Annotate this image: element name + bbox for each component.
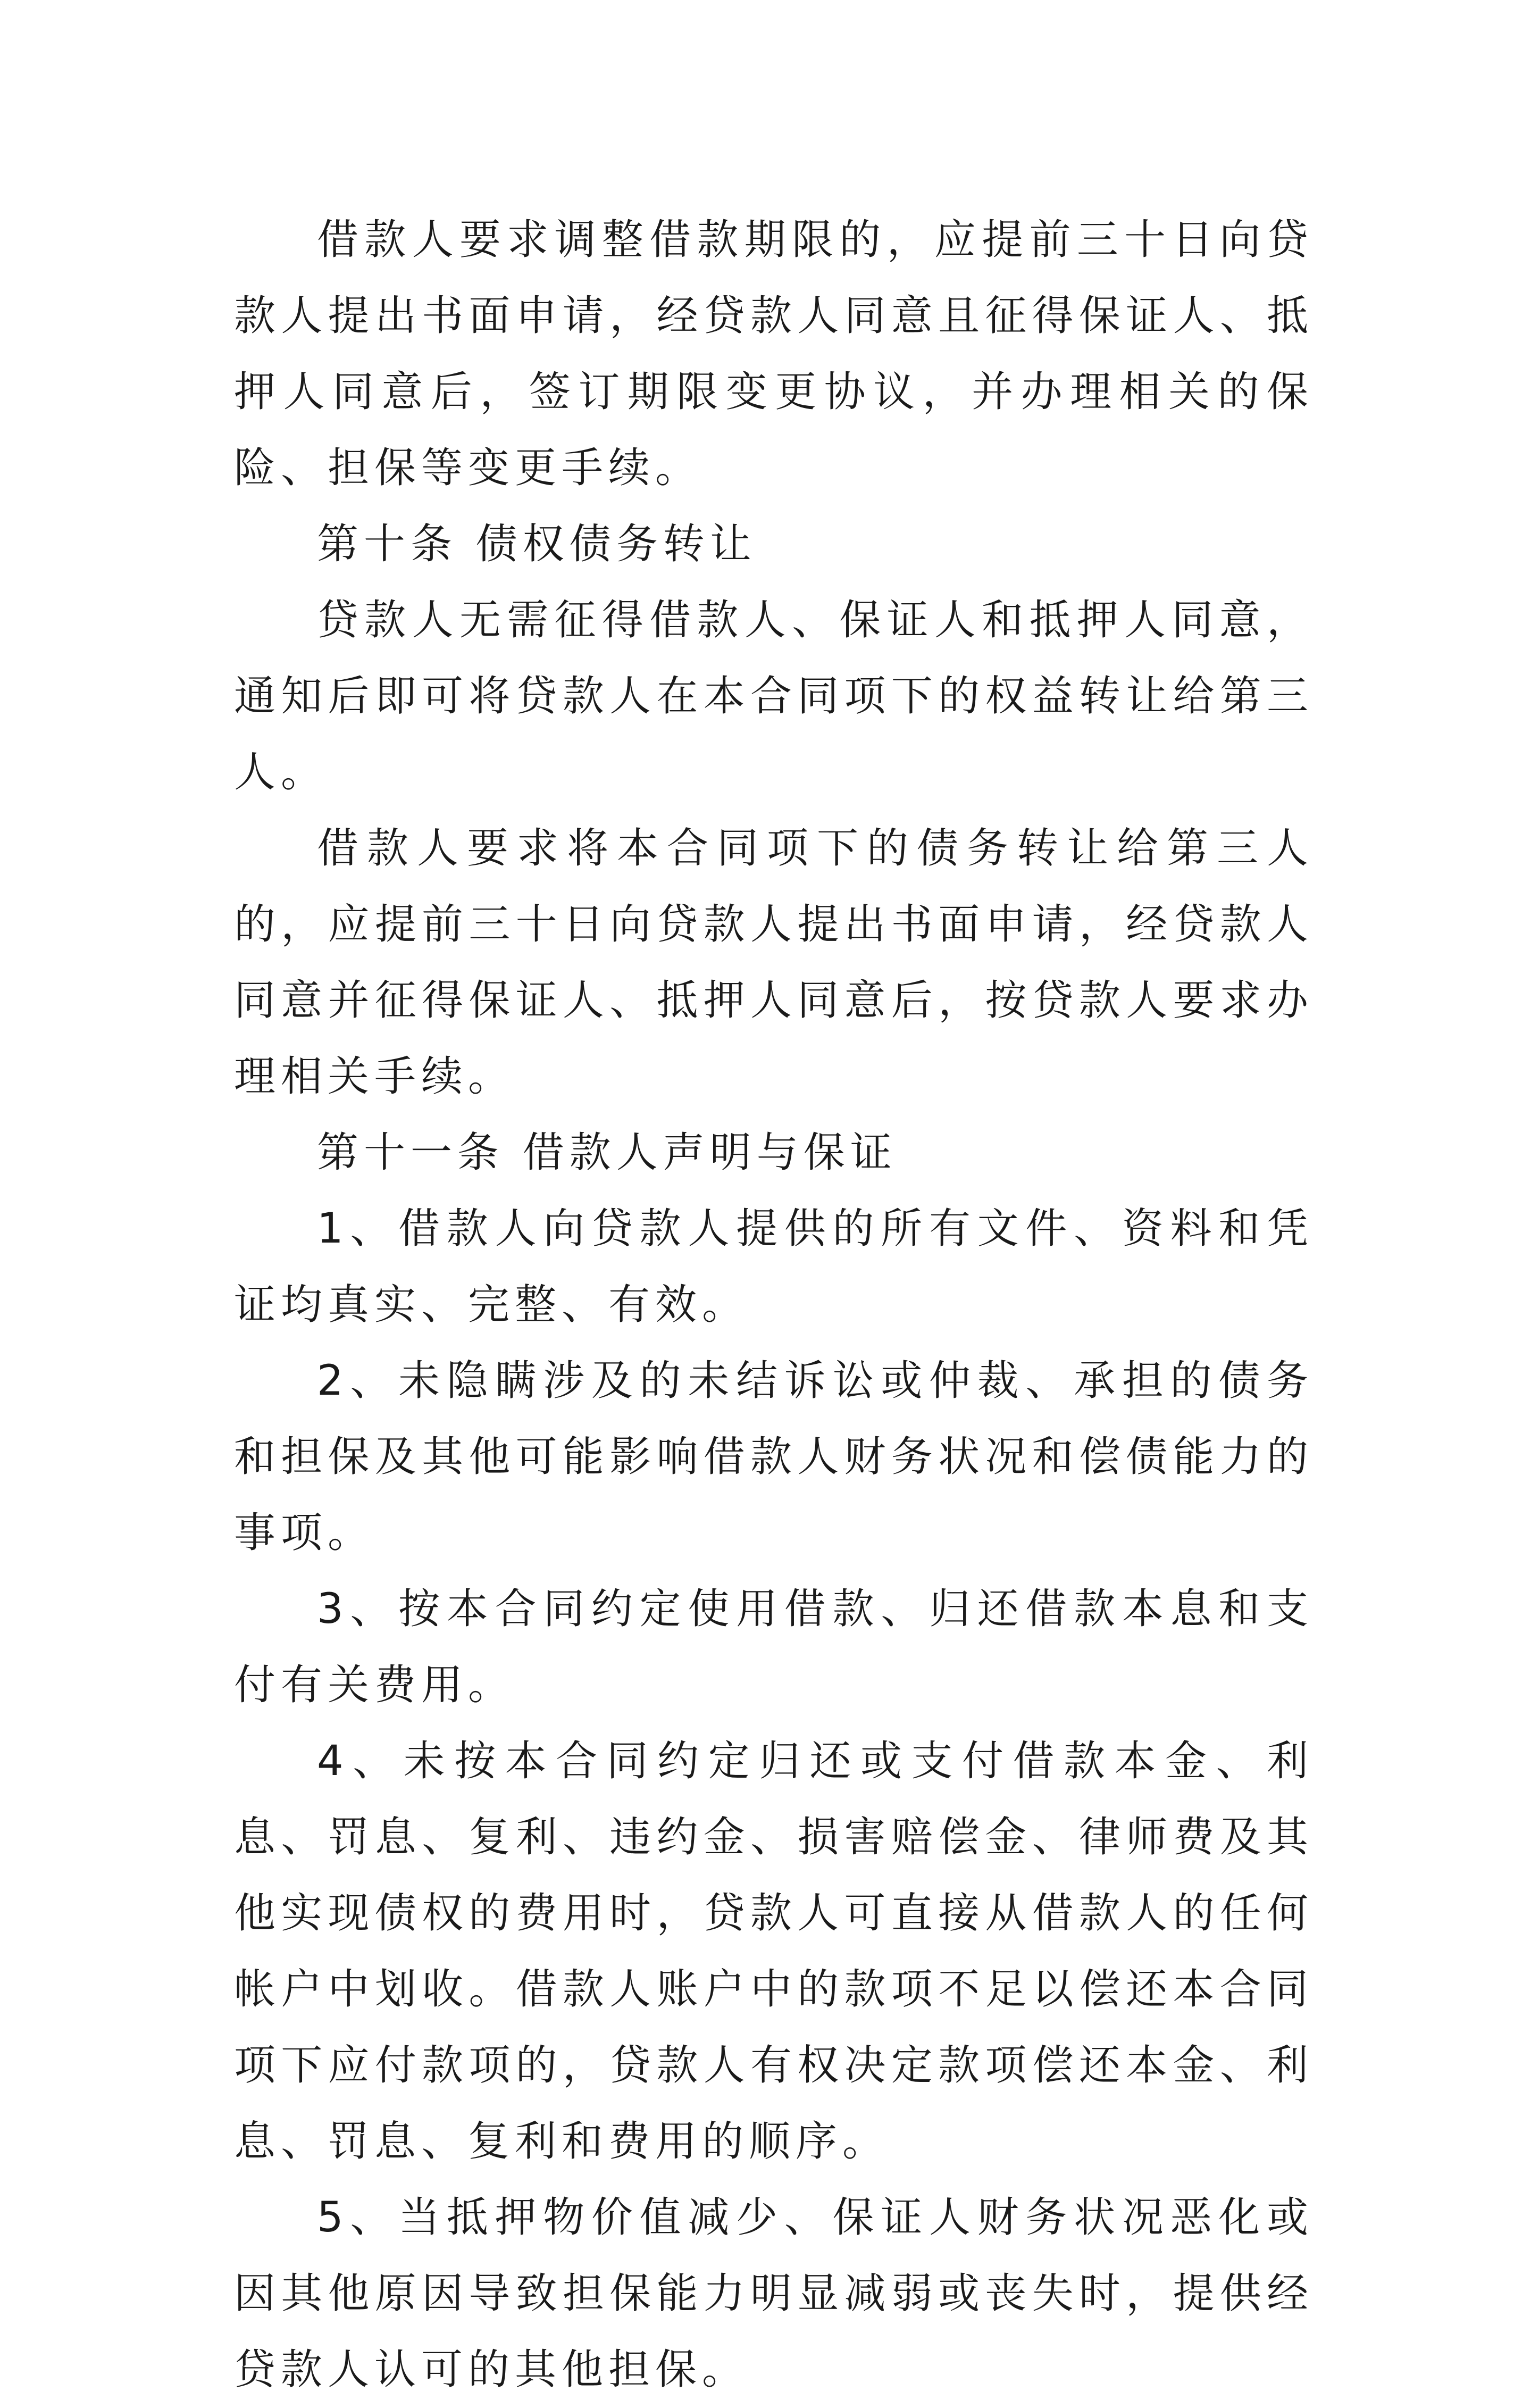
paragraph-item-5: 5、当抵押物价值减少、保证人财务状况恶化或因其他原因导致担保能力明显减弱或丧失时，提供经贷款人认可的其他担保。 [234,2194,1314,2394]
paragraph-item-1: 1、借款人向贷款人提供的所有文件、资料和凭证均真实、完整、有效。 [234,1205,1314,1329]
paragraph-lender-transfer: 贷款人无需征得借款人、保证人和抵押人同意，通知后即可将贷款人在本合同项下的权益转让给第三人。 [234,596,1314,796]
article-11-heading: 第十一条 借款人声明与保证 [317,1129,897,1177]
paragraph-term-adjustment: 借款人要求调整借款期限的，应提前三十日向贷款人提出书面申请，经贷款人同意且征得保证人、抵押人同意后，签订期限变更协议，并办理相关的保险、担保等变更手续。 [234,216,1314,492]
paragraph-item-3: 3、按本合同约定使用借款、归还借款本息和支付有关费用。 [234,1585,1314,1709]
article-10-heading: 第十条 债权债务转让 [317,520,757,568]
paragraph-item-2: 2、未隐瞒涉及的未结诉讼或仲裁、承担的债务和担保及其他可能影响借款人财务状况和偿债能力的事项。 [234,1357,1314,1557]
paragraph-borrower-transfer: 借款人要求将本合同项下的债务转让给第三人的，应提前三十日向贷款人提出书面申请，经贷款人同意并征得保证人、抵押人同意后，按贷款人要求办理相关手续。 [234,824,1314,1101]
paragraph-item-4: 4、未按本合同约定归还或支付借款本金、利息、罚息、复利、违约金、损害赔偿金、律师费及其他实现债权的费用时，贷款人可直接从借款人的任何帐户中划收。借款人账户中的款项不足以偿还本合同项下应付款项的，贷款人有权决定款项偿还本金、利息、罚息、复利和费用的顺序。 [234,1737,1314,2165]
document-body [234,202,1314,2408]
